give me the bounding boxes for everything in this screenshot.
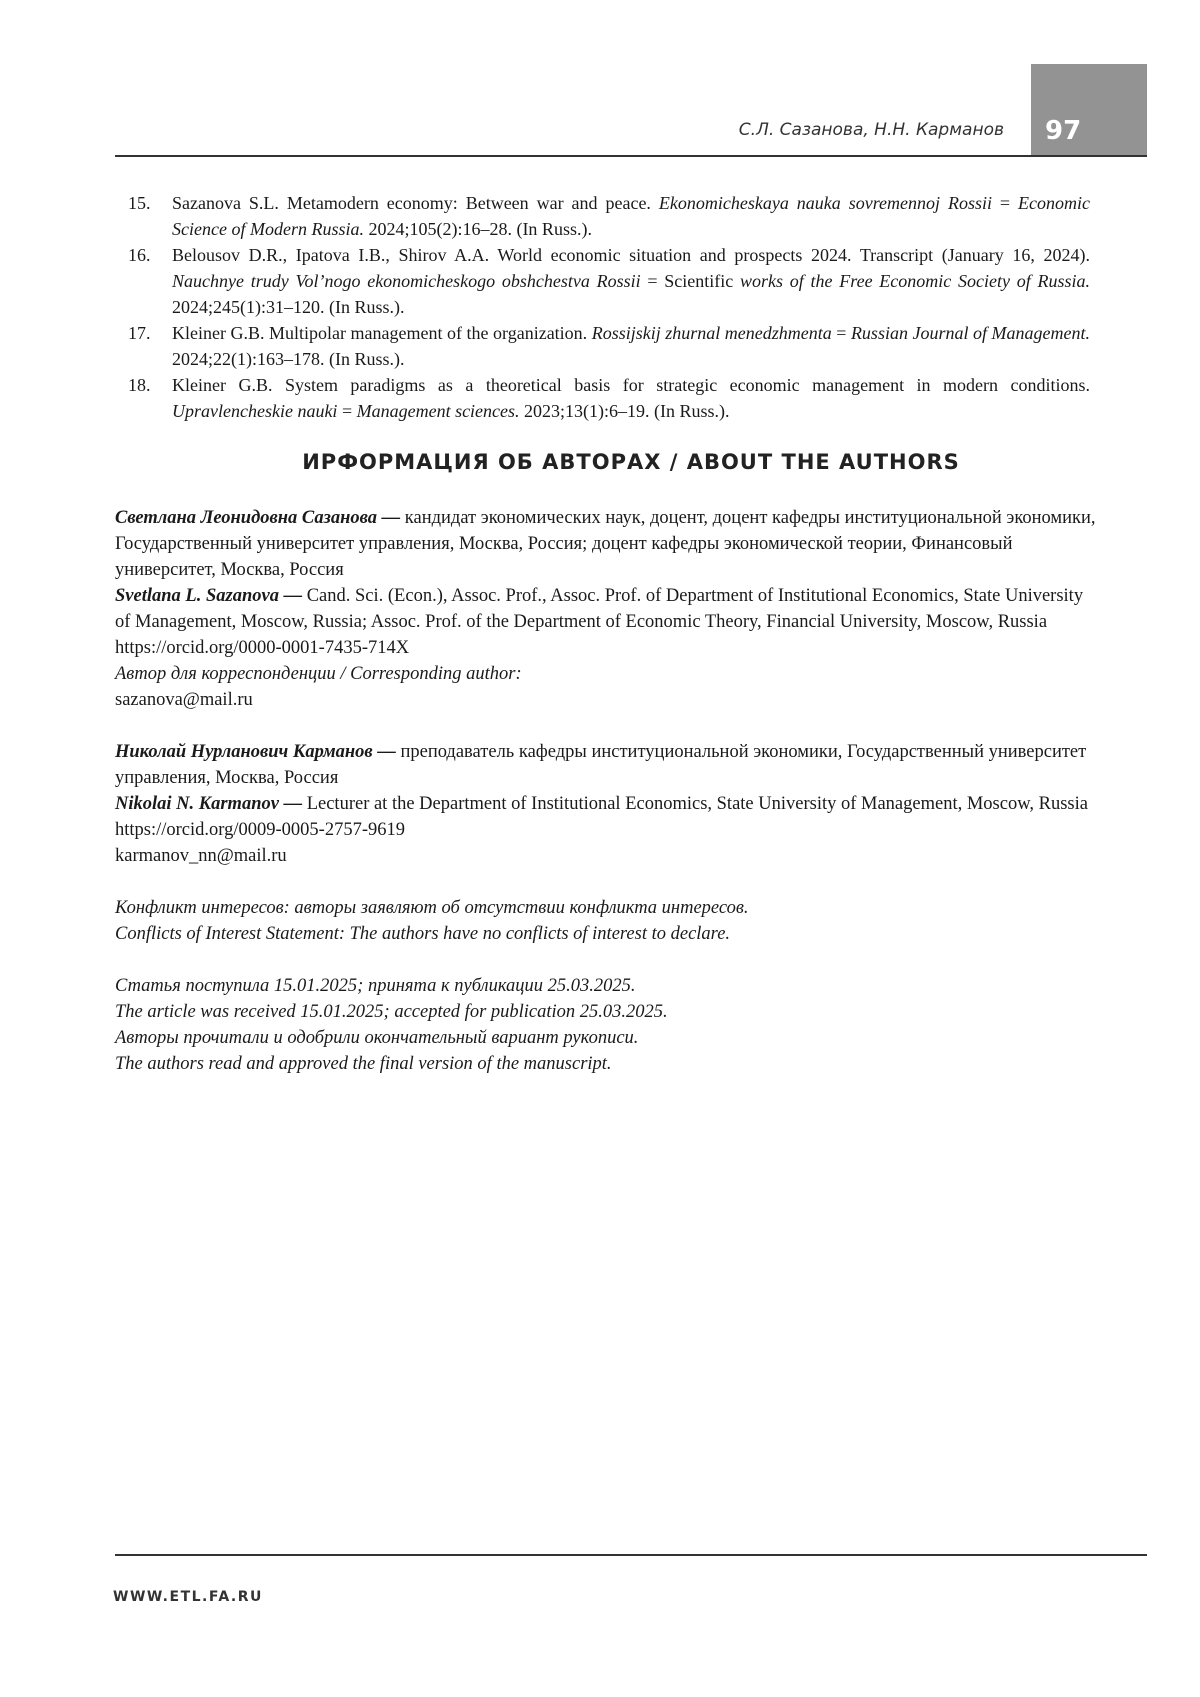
- spacer: [115, 869, 1100, 895]
- reference-item: [115, 242, 1090, 320]
- author2-orcid-link[interactable]: https://orcid.org/0009-0005-2757-9619: [115, 820, 405, 840]
- reference-part: Sazanova S.L. Metamodern economy: Between war and peace.: [172, 193, 659, 213]
- reference-part: Kleiner G.B. Multipolar management of the organization.: [172, 323, 592, 343]
- reference-journal: Nauchnye trudy Vol’nogo ekonomicheskogo obshchestva Rossii: [172, 271, 641, 291]
- author1-desc-ru: кандидат экономических наук, доцент, доцент кафедры институциональной экономики, Государственный университет управления, Москва, Россия; доцент кафедры экономической теории, Финансовый университет, Москва, Россия: [115, 508, 1096, 580]
- dates-en: The article was received 15.01.2025; accepted for publication 25.03.2025.: [115, 1002, 668, 1022]
- author1-en: [115, 583, 1100, 635]
- reference-part: 2024;245(1):31–120. (In Russ.).: [172, 297, 405, 317]
- reference-part: =: [831, 323, 851, 343]
- reference-list: [115, 190, 1090, 424]
- page-number: 97: [1045, 116, 1082, 146]
- author2-name-en: Nikolai N. Karmanov —: [115, 794, 303, 814]
- reference-journal: Ekonomicheskaya nauka sovremennoj Rossii: [658, 193, 992, 213]
- reference-text: [172, 242, 1090, 320]
- authors-section: [115, 505, 1100, 1077]
- reference-number: 17.: [128, 323, 151, 343]
- conflict-en: Conflicts of Interest Statement: The authors have no conflicts of interest to declare.: [115, 924, 731, 944]
- reference-journal-en: works of the Free Economic Society of Russia.: [740, 271, 1090, 291]
- reference-part: 2024;22(1):163–178. (In Russ.).: [172, 349, 405, 369]
- spacer: [115, 947, 1100, 973]
- author2-desc-ru: преподаватель кафедры институциональной экономики, Государственный университет управления, Москва, Россия: [115, 742, 1087, 788]
- page-number-box: [1031, 64, 1147, 157]
- approved-ru: Авторы прочитали и одобрили окончательный вариант рукописи.: [115, 1028, 639, 1048]
- reference-journal-en: Management sciences.: [356, 401, 520, 421]
- reference-part: Belousov D.R., Ipatova I.B., Shirov A.A. World economic situation and prospects 2024. Transcript (January 16, 2024).: [172, 245, 1090, 265]
- reference-journal-en: Russian Journal of Management.: [850, 323, 1090, 343]
- author2-desc-en: Lecturer at the Department of Institutional Economics, State University of Management, Moscow, Russia: [302, 794, 1088, 814]
- author2-en: [115, 791, 1100, 817]
- author1-name-en: Svetlana L. Sazanova —: [115, 586, 303, 606]
- reference-item: [115, 320, 1090, 372]
- spacer: [115, 713, 1100, 739]
- author2-email-link[interactable]: karmanov_nn@mail.ru: [115, 846, 287, 866]
- reference-part: =: [991, 193, 1019, 213]
- author1-ru: [115, 505, 1100, 583]
- reference-text: [172, 320, 1090, 372]
- reference-part: =: [337, 401, 357, 421]
- reference-journal-en: Economic Science of Modern Russia.: [172, 193, 1090, 239]
- reference-part: Kleiner G.B. System paradigms as a theoretical basis for strategic economic management in modern conditions.: [172, 375, 1090, 395]
- reference-journal: Upravlencheskie nauki: [172, 401, 338, 421]
- section-title: ИРФОРМАЦИЯ ОБ АВТОРАХ / ABOUT THE AUTHORS: [302, 450, 960, 474]
- reference-part: 2023;13(1):6–19. (In Russ.).: [519, 401, 730, 421]
- author1-desc-en: Cand. Sci. (Econ.), Assoc. Prof., Assoc. Prof. of Department of Institutional Economics, State University of Management, Moscow, Russia; Assoc. Prof. of the Department of Economic Theory, Financial University, Moscow, Russia: [115, 586, 1084, 632]
- footer-rule: [115, 1554, 1147, 1556]
- dates-ru: Статья поступила 15.01.2025; принята к публикации 25.03.2025.: [115, 976, 636, 996]
- reference-part: = Scientific: [640, 271, 741, 291]
- reference-item: [115, 372, 1090, 424]
- approved-en: The authors read and approved the final version of the manuscript.: [115, 1054, 612, 1074]
- footer-url-link[interactable]: WWW.ETL.FA.RU: [113, 1589, 263, 1605]
- reference-part: 2024;105(2):16–28. (In Russ.).: [363, 219, 592, 239]
- author1-name-ru: Светлана Леонидовна Сазанова —: [115, 508, 401, 528]
- header-rule: [115, 155, 1147, 157]
- reference-journal: Rossijskij zhurnal menedzhmenta: [591, 323, 832, 343]
- conflict-ru: Конфликт интересов: авторы заявляют об отсутствии конфликта интересов.: [115, 898, 749, 918]
- header-authors: С.Л. Сазанова, Н.Н. Карманов: [738, 120, 1004, 140]
- author2-ru: [115, 739, 1100, 791]
- reference-number: 16.: [128, 245, 151, 265]
- reference-item: [115, 190, 1090, 242]
- author1-email-link[interactable]: sazanova@mail.ru: [115, 690, 253, 710]
- reference-text: [172, 190, 1090, 242]
- reference-text: [172, 372, 1090, 424]
- reference-number: 15.: [128, 193, 151, 213]
- reference-number: 18.: [128, 375, 151, 395]
- corresponding-author-label: Автор для корреспонденции / Corresponding author:: [115, 664, 522, 684]
- author1-orcid-link[interactable]: https://orcid.org/0000-0001-7435-714X: [115, 638, 410, 658]
- author2-name-ru: Николай Нурланович Карманов —: [115, 742, 396, 762]
